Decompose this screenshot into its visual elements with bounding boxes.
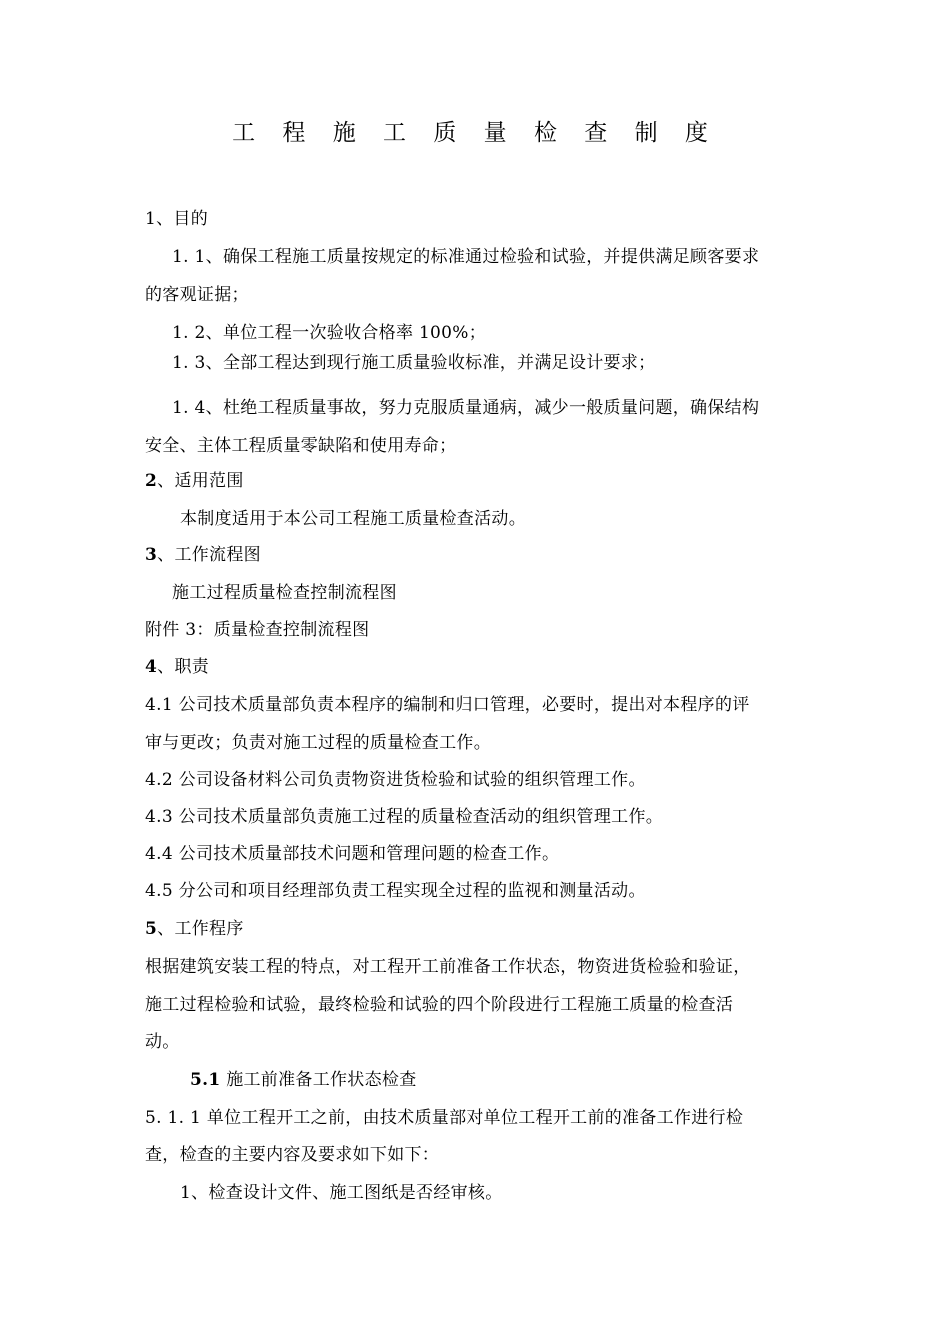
section-4-number: 4: [145, 657, 158, 677]
paragraph-1-1: 1. 1、确保工程施工质量按规定的标准通过检验和试验，并提供满足顾客要求: [172, 247, 760, 267]
paragraph-4-5: 4.5 分公司和项目经理部负责工程实现全过程的监视和测量活动。: [145, 881, 646, 901]
paragraph-4-1: 4.1 公司技术质量部负责本程序的编制和归口管理，必要时，提出对本程序的评: [145, 695, 750, 715]
paragraph-1-1-cont: 的客观证据；: [145, 285, 249, 305]
section-3-heading: [145, 542, 815, 568]
list-item-1: 1、检查设计文件、施工图纸是否经审核。: [180, 1183, 503, 1203]
section-1-heading: 1、目的: [145, 209, 209, 229]
section-5-title: 、工作程序: [157, 919, 244, 939]
paragraph-4-1-cont: 审与更改；负责对施工过程的质量检查工作。: [145, 733, 491, 753]
paragraph-5: 根据建筑安装工程的特点，对工程开工前准备工作状态，物资进货检验和验证，: [145, 957, 751, 977]
section-5-1-number: 5.1: [190, 1070, 221, 1090]
section-2-number: 2: [145, 471, 158, 491]
attachment-note: 附件 3：质量检查控制流程图: [145, 620, 370, 640]
paragraph-5-1-1: 5. 1. 1 单位工程开工之前，由技术质量部对单位工程开工前的准备工作进行检: [145, 1108, 744, 1128]
paragraph-1-4-cont: 安全、主体工程质量零缺陷和使用寿命；: [145, 436, 457, 456]
paragraph-5-cont-1: 施工过程检验和试验，最终检验和试验的四个阶段进行工程施工质量的检查活: [145, 995, 734, 1015]
section-3-number: 3: [145, 545, 158, 565]
paragraph-1-2: 1. 2、单位工程一次验收合格率 100%；: [172, 323, 487, 343]
section-5-number: 5: [145, 919, 158, 939]
section-5-1-title: 施工前准备工作状态检查: [220, 1070, 417, 1090]
section-2-title: 、适用范围: [157, 471, 244, 491]
section-4-heading: [145, 654, 815, 680]
paragraph-3: 施工过程质量检查控制流程图: [172, 583, 397, 603]
paragraph-1-3: 1. 3、全部工程达到现行施工质量验收标准，并满足设计要求；: [172, 353, 656, 373]
paragraph-4-4: 4.4 公司技术质量部技术问题和管理问题的检查工作。: [145, 844, 560, 864]
document-title: 工 程 施 工 质 量 检 查 制 度: [232, 120, 718, 146]
section-5-heading: [145, 916, 815, 942]
paragraph-5-1-1-cont: 查，检查的主要内容及要求如下如下：: [145, 1145, 440, 1165]
paragraph-4-2: 4.2 公司设备材料公司负责物资进货检验和试验的组织管理工作。: [145, 770, 646, 790]
section-3-title: 、工作流程图: [157, 545, 261, 565]
section-4-title: 、职责: [157, 657, 210, 677]
section-2-heading: [145, 468, 815, 494]
paragraph-2: 本制度适用于本公司工程施工质量检查活动。: [180, 509, 526, 529]
paragraph-4-3: 4.3 公司技术质量部负责施工过程的质量检查活动的组织管理工作。: [145, 807, 664, 827]
paragraph-5-cont-2: 动。: [145, 1032, 180, 1052]
section-5-1-heading: [190, 1067, 860, 1093]
paragraph-1-4: 1. 4、杜绝工程质量事故，努力克服质量通病，减少一般质量问题，确保结构: [172, 398, 760, 418]
